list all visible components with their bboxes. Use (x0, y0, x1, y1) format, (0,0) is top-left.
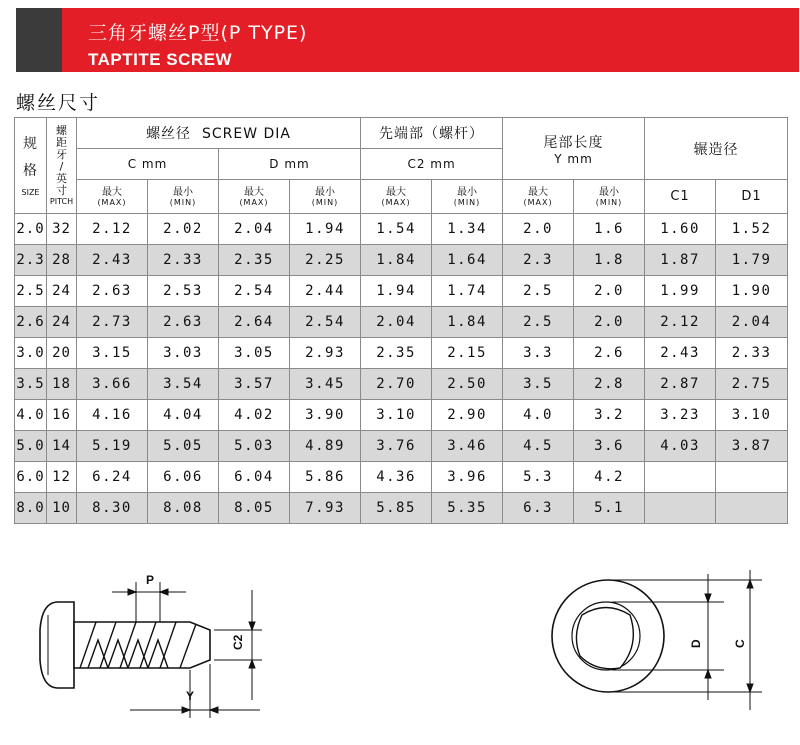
max-cn: 最大 (102, 186, 122, 198)
table-cell: 2.3 (15, 245, 47, 276)
pitch-dimension (112, 582, 186, 622)
table-cell: 4.2 (574, 462, 645, 493)
table-cell: 4.16 (77, 400, 148, 431)
header-d-mm: D mm (219, 149, 361, 180)
table-cell: 2.12 (77, 214, 148, 245)
table-cell: 1.60 (645, 214, 716, 245)
table-cell: 3.3 (503, 338, 574, 369)
table-cell: 16 (47, 400, 77, 431)
table-cell: 2.25 (290, 245, 361, 276)
header-tail-cn: 尾部长度 (543, 134, 604, 151)
min-en: (MIN) (169, 197, 197, 207)
header-size-en: SIZE (21, 188, 40, 197)
header-c-max (77, 180, 148, 214)
table-cell: 3.10 (361, 400, 432, 431)
table-cell: 2.0 (574, 276, 645, 307)
table-cell: 3.96 (432, 462, 503, 493)
max-cn: 最大 (528, 186, 549, 198)
header-pitch (47, 118, 77, 214)
header-size-cn-bottom: 格 (23, 163, 38, 179)
table-cell: 2.15 (432, 338, 503, 369)
table-cell: 10 (47, 493, 77, 524)
table-cell: 2.5 (15, 276, 47, 307)
table-body (15, 214, 788, 524)
table-cell: 1.34 (432, 214, 503, 245)
table-cell: 2.02 (148, 214, 219, 245)
y-dimension (130, 664, 260, 718)
header-pitch-cn: 螺 距 牙 / 英 寸 (56, 124, 67, 197)
table-cell: 4.36 (361, 462, 432, 493)
trilobe-profile (576, 608, 633, 669)
header-size-cn-top: 规 (23, 136, 38, 152)
header-y-max (503, 180, 574, 214)
table-cell: 3.15 (77, 338, 148, 369)
min-cn: 最小 (173, 186, 193, 198)
max-en: (MAX) (97, 197, 127, 207)
table-cell: 5.19 (77, 431, 148, 462)
max-en: (MAX) (239, 197, 269, 207)
table-cell: 3.45 (290, 369, 361, 400)
section-title: 螺丝尺寸 (16, 92, 101, 114)
table-cell: 6.0 (15, 462, 47, 493)
table-cell: 6.3 (503, 493, 574, 524)
table-cell: 2.12 (645, 307, 716, 338)
table-cell: 2.87 (645, 369, 716, 400)
table-cell: 3.10 (716, 400, 788, 431)
table-cell: 28 (47, 245, 77, 276)
table-cell: 2.8 (574, 369, 645, 400)
min-cn: 最小 (315, 186, 336, 198)
table-cell: 5.3 (503, 462, 574, 493)
table-cell: 2.6 (574, 338, 645, 369)
table-cell (716, 462, 788, 493)
table-row (15, 338, 788, 369)
table-cell: 2.35 (361, 338, 432, 369)
table-cell: 4.02 (219, 400, 290, 431)
table-cell: 1.84 (432, 307, 503, 338)
table-cell: 2.54 (290, 307, 361, 338)
table-cell: 2.33 (716, 338, 788, 369)
header-y-min (574, 180, 645, 214)
table-row (15, 214, 788, 245)
table-cell: 20 (47, 338, 77, 369)
table-cell: 1.99 (645, 276, 716, 307)
header-c-min (148, 180, 219, 214)
max-cn: 最大 (244, 186, 264, 198)
header-tip: 先端部（螺杆） (361, 118, 503, 149)
table-cell: 1.94 (290, 214, 361, 245)
table-cell: 3.76 (361, 431, 432, 462)
table-cell: 3.66 (77, 369, 148, 400)
table-cell (645, 493, 716, 524)
table-cell: 4.89 (290, 431, 361, 462)
table-cell: 3.87 (716, 431, 788, 462)
table-row (15, 462, 788, 493)
screw-diagram (0, 560, 800, 745)
table-cell: 8.0 (15, 493, 47, 524)
header-pitch-en: PITCH (49, 197, 74, 206)
table-cell: 2.44 (290, 276, 361, 307)
table-cell: 2.53 (148, 276, 219, 307)
title-banner (16, 8, 799, 72)
table-cell: 24 (47, 307, 77, 338)
title-english: TAPTITE SCREW (88, 50, 233, 69)
table-cell: 2.5 (503, 307, 574, 338)
table-cell: 2.90 (432, 400, 503, 431)
table-cell: 1.84 (361, 245, 432, 276)
min-en: (MIN) (595, 197, 623, 207)
table-cell: 2.50 (432, 369, 503, 400)
header-d1: D1 (716, 180, 788, 214)
table-cell: 2.0 (15, 214, 47, 245)
table-cell: 1.94 (361, 276, 432, 307)
table-cell: 2.43 (645, 338, 716, 369)
table-cell: 5.85 (361, 493, 432, 524)
table-cell: 3.23 (645, 400, 716, 431)
table-cell: 1.52 (716, 214, 788, 245)
table-cell: 2.64 (219, 307, 290, 338)
table-cell: 3.5 (15, 369, 47, 400)
label-c2: C2 (231, 634, 245, 650)
end-view (552, 580, 664, 692)
table-cell: 2.04 (716, 307, 788, 338)
table-cell: 2.6 (15, 307, 47, 338)
header-screw-dia: 螺丝径 SCREW DIA (77, 118, 361, 149)
table-cell (645, 462, 716, 493)
header-tail (503, 118, 645, 180)
table-cell: 4.0 (15, 400, 47, 431)
table-cell: 3.46 (432, 431, 503, 462)
table-cell: 14 (47, 431, 77, 462)
table-cell: 3.05 (219, 338, 290, 369)
screw-head-outline (40, 602, 74, 688)
max-en: (MAX) (523, 197, 553, 207)
header-d-max (219, 180, 290, 214)
table-cell: 1.8 (574, 245, 645, 276)
table-cell: 5.0 (15, 431, 47, 462)
table-cell: 2.63 (148, 307, 219, 338)
side-view (40, 602, 210, 688)
max-en: (MAX) (381, 197, 411, 207)
label-y: Y (186, 689, 195, 703)
table-row (15, 431, 788, 462)
table-cell: 2.04 (361, 307, 432, 338)
table-cell: 4.0 (503, 400, 574, 431)
table-cell: 1.64 (432, 245, 503, 276)
table-cell: 1.6 (574, 214, 645, 245)
table-cell: 6.06 (148, 462, 219, 493)
table-cell: 4.5 (503, 431, 574, 462)
table-cell: 2.04 (219, 214, 290, 245)
header-d-min (290, 180, 361, 214)
table-cell: 2.33 (148, 245, 219, 276)
table-cell: 3.0 (15, 338, 47, 369)
spec-table (14, 117, 788, 524)
min-en: (MIN) (453, 197, 481, 207)
header-tail-unit: Y mm (554, 151, 593, 166)
table-cell: 1.87 (645, 245, 716, 276)
table-cell: 1.90 (716, 276, 788, 307)
table-cell: 1.79 (716, 245, 788, 276)
table-cell: 2.43 (77, 245, 148, 276)
header-c2-max (361, 180, 432, 214)
table-cell: 5.05 (148, 431, 219, 462)
table-cell: 24 (47, 276, 77, 307)
max-cn: 最大 (386, 186, 407, 198)
table-cell: 2.3 (503, 245, 574, 276)
table-cell: 2.0 (574, 307, 645, 338)
table-cell: 2.5 (503, 276, 574, 307)
table-cell: 3.57 (219, 369, 290, 400)
table-cell: 3.5 (503, 369, 574, 400)
table-cell: 5.35 (432, 493, 503, 524)
label-p: P (146, 573, 155, 587)
table-cell: 2.54 (219, 276, 290, 307)
table-cell: 5.03 (219, 431, 290, 462)
table-row (15, 400, 788, 431)
table-cell: 4.04 (148, 400, 219, 431)
header-c2-min (432, 180, 503, 214)
table-cell: 6.24 (77, 462, 148, 493)
table-cell: 3.90 (290, 400, 361, 431)
table-cell: 6.04 (219, 462, 290, 493)
table-cell: 3.03 (148, 338, 219, 369)
title-chinese: 三角牙螺丝P型(P TYPE) (88, 22, 308, 44)
table-row (15, 493, 788, 524)
header-size (15, 118, 47, 214)
table-cell: 2.63 (77, 276, 148, 307)
table-cell: 18 (47, 369, 77, 400)
table-row (15, 245, 788, 276)
table-cell: 3.6 (574, 431, 645, 462)
table-cell: 8.05 (219, 493, 290, 524)
table-cell (716, 493, 788, 524)
table-cell: 5.86 (290, 462, 361, 493)
table-cell: 32 (47, 214, 77, 245)
table-cell: 1.74 (432, 276, 503, 307)
table-cell: 2.73 (77, 307, 148, 338)
table-cell: 5.1 (574, 493, 645, 524)
table-cell: 4.03 (645, 431, 716, 462)
table-cell: 3.2 (574, 400, 645, 431)
table-cell: 3.54 (148, 369, 219, 400)
header-c1: C1 (645, 180, 716, 214)
table-cell: 7.93 (290, 493, 361, 524)
table-row (15, 307, 788, 338)
table-cell: 2.35 (219, 245, 290, 276)
table-cell: 2.93 (290, 338, 361, 369)
min-cn: 最小 (457, 186, 478, 198)
table-cell: 2.75 (716, 369, 788, 400)
table-row (15, 276, 788, 307)
min-en: (MIN) (311, 197, 339, 207)
table-cell: 12 (47, 462, 77, 493)
table-cell: 2.0 (503, 214, 574, 245)
header-rolling-dia: 辗造径 (645, 118, 788, 180)
header-c2-mm: C2 mm (361, 149, 503, 180)
label-d: D (689, 639, 703, 648)
table-row (15, 369, 788, 400)
table-cell: 8.08 (148, 493, 219, 524)
banner-accent-block (16, 8, 62, 72)
label-c: C (733, 639, 747, 648)
header-c-mm: C mm (77, 149, 219, 180)
min-cn: 最小 (599, 186, 620, 198)
table-cell: 8.30 (77, 493, 148, 524)
table-cell: 2.70 (361, 369, 432, 400)
table-cell: 1.54 (361, 214, 432, 245)
